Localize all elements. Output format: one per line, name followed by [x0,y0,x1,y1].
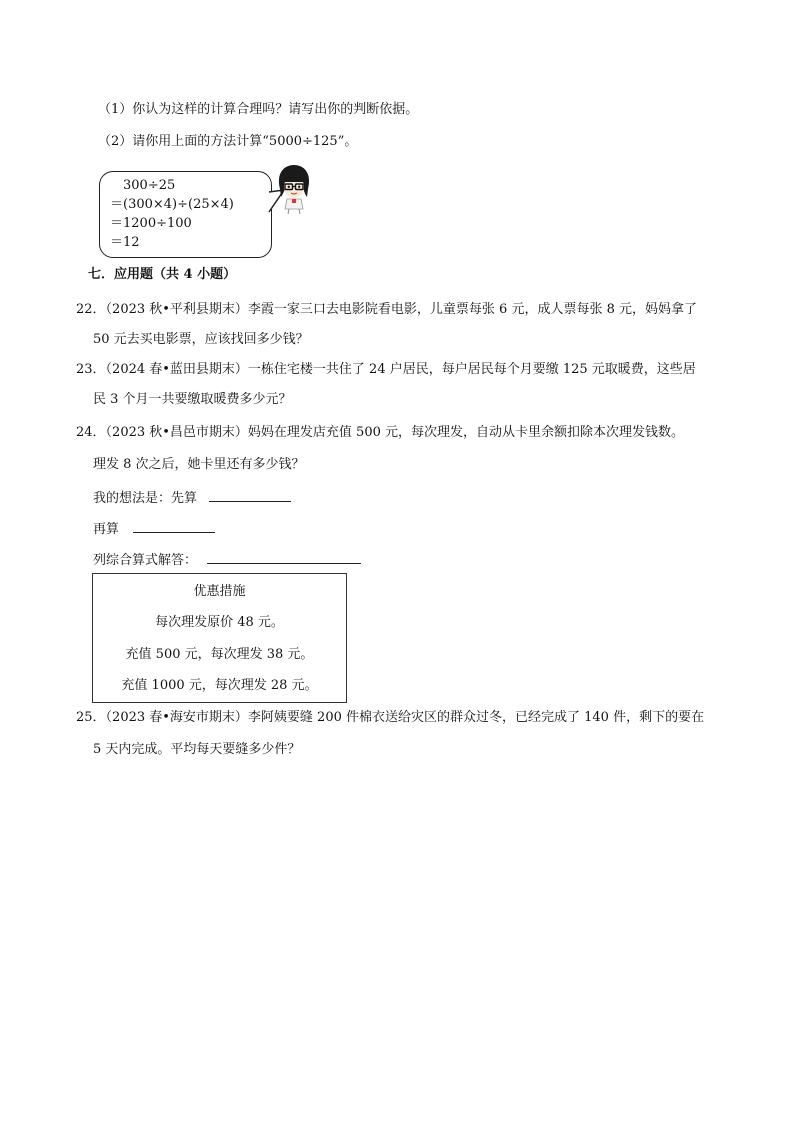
promotion-item-2: 充值 500 元，每次理发 38 元。 [125,647,314,662]
first-step-blank[interactable] [209,487,291,502]
problem-25-line-1: 25．（2023 春•海安市期末）李阿姨要缝 200 件棉衣送给灾区的群众过冬，已经完成了 140 件，剩下的要在 [76,710,705,725]
promotion-item-1: 每次理发原价 48 元。 [155,615,284,630]
problem-23-line-1: 23．（2024 春•蓝田县期末）一栋住宅楼一共住了 24 户居民，每户居民每个月要缴 125 元取暖费，这些居 [76,362,696,377]
promotion-item-3: 充值 1000 元，每次理发 28 元。 [121,678,318,693]
speech-bubble [99,171,272,258]
calc-line-4: ＝12 [110,235,140,250]
second-step-blank[interactable] [133,518,215,533]
problem-24-line-2: 理发 8 次之后，她卡里还有多少钱？ [93,457,305,472]
promotion-box [92,573,347,703]
section-title: 七．应用题（共 4 小题） [88,267,237,282]
problem-22-line-2: 50 元去买电影票，应该找回多少钱？ [93,332,309,347]
combined-formula-blank[interactable] [207,549,361,564]
then-label: 再算 [93,522,120,537]
problem-22-line-1: 22．（2023 秋•平利县期末）李霞一家三口去电影院看电影，儿童票每张 6 元，成人票每张 8 元，妈妈拿了 [76,302,697,317]
promotion-title: 优惠措施 [193,584,246,599]
problem-24-line-1: 24．（2023 秋•昌邑市期末）妈妈在理发店充值 500 元，每次理发，自动从卡里余额扣除本次理发钱数。 [76,425,685,440]
sub-question-2: （2）请你用上面的方法计算“5000÷125”。 [98,134,358,149]
girl-avatar-icon [274,163,314,215]
then-row [93,518,215,539]
calc-line-1: 300÷25 [123,178,176,193]
sub-question-1: （1）你认为这样的计算合理吗？请写出你的判断依据。 [98,102,419,117]
problem-23-line-2: 民 3 个月一共要缴取暖费多少元？ [93,392,292,407]
think-row [93,487,291,508]
problem-25-line-2: 5 天内完成。平均每天要缝多少件？ [93,742,301,757]
calc-line-2: ＝(300×4)÷(25×4) [110,197,234,212]
combined-label: 列综合算式解答： [93,553,198,568]
think-label: 我的想法是：先算 [93,491,198,506]
combined-row [93,549,361,570]
calc-line-3: ＝1200÷100 [110,216,192,231]
